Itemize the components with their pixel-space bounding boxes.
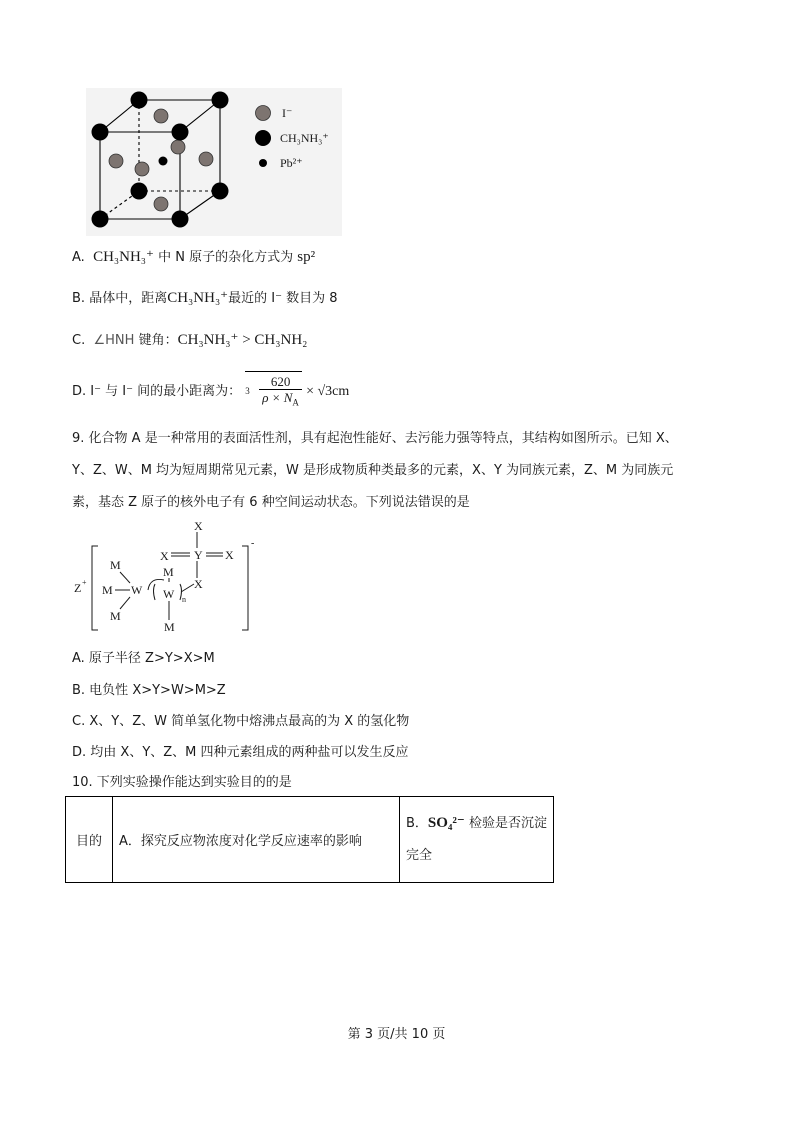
sulfate-formula: SO₄²⁻ [427,815,465,831]
row-header: 目的 [66,797,113,883]
legend-iodide-marker [256,106,271,121]
cell-b-prefix: B． [406,816,428,831]
option-letter: A. [72,250,85,265]
svg-text:M: M [110,558,121,572]
denominator [259,390,302,406]
root-index: 3 [245,386,250,396]
option-text: I⁻ 与 I⁻ 间的最小距离为： [90,384,242,399]
q9-stem-line3: 素，基态 Z 原子的核外电子有 6 种空间运动状态。下列说法错误的是 [72,495,470,510]
comparison: CH₃NH₃⁺ > CH₃NH₂ [177,332,308,348]
option-letter: D. [72,384,87,399]
option-text: 最近的 I⁻ 数目为 8 [228,291,338,306]
lead-ion [159,157,168,166]
iodide-ion [109,154,123,168]
q8-option-a [72,248,315,267]
formula: CH₃NH₃⁺ [93,249,154,265]
svg-text:X: X [194,577,203,591]
cell-b-text: 检验是否沉淀 [468,816,547,831]
option-letter: C. [72,333,86,348]
left-bracket [92,546,98,630]
option-text-pre: 晶体中，距离 [89,291,168,306]
formula: CH₃NH₃⁺ [167,290,229,306]
option-tail: × √3cm [306,384,350,399]
option-letter: B. [72,291,86,306]
svg-text:W: W [163,587,175,601]
option-a-cell: A．探究反应物浓度对化学反应速率的影响 [113,797,400,883]
legend-lead-marker [259,159,267,167]
svg-text:M: M [164,620,175,634]
hybridization: sp² [297,249,316,265]
fraction [259,374,302,406]
iodide-ion [199,152,213,166]
q8-option-b [72,289,337,308]
q8-option-d [72,370,349,414]
cube-root-expression [245,371,302,412]
legend-methylammonium-marker [255,130,271,146]
option-text: 键角： [138,333,178,348]
svg-text:X: X [225,548,234,562]
svg-text:M: M [163,565,174,579]
option-b-cell [400,797,554,883]
iodide-ion [171,140,185,154]
structure-anion-charge: - [251,538,255,549]
legend-lead-label: Pb²⁺ [280,156,303,170]
q9-stem-line1: 9. 化合物 A 是一种常用的表面活性剂，具有起泡性能好、去污能力强等特点，其结构如图所示。已知 X、 [72,431,678,446]
svg-text:M: M [102,583,113,597]
iodide-ion [135,162,149,176]
svg-text:n: n [182,595,186,604]
iodide-ion [154,109,168,123]
right-bracket [242,546,248,630]
legend-methylammonium-label: CH₃NH₃⁺ [280,131,329,145]
cell-b-line2: 完全 [406,848,433,863]
svg-text:Y: Y [194,548,203,562]
structure-cation: Z [74,581,82,595]
svg-text:M: M [110,609,121,623]
numerator: 620 [259,374,302,390]
structure-cation-charge: + [82,578,87,587]
svg-text:W: W [131,583,143,597]
q9-option-d: D. 均由 X、Y、Z、M 四种元素组成的两种盐可以发生反应 [72,745,409,760]
page-footer: 第 3 页/共 10 页 [347,1027,446,1042]
q9-option-b: B. 电负性 X>Y>W>M>Z [72,683,226,698]
denominator-text: ρ × N [262,390,293,405]
legend-iodide-label: I⁻ [282,106,293,120]
q10-table [65,796,554,883]
table-row [66,797,554,883]
svg-text:X: X [194,520,203,533]
q9-structure-figure [70,520,270,635]
q9-option-a: A. 原子半径 Z>Y>X>M [72,651,215,666]
q9-option-c: C. X、Y、Z、W 简单氢化物中熔沸点最高的为 X 的氢化物 [72,714,410,729]
option-text: 中 N 原子的杂化方式为 [158,250,294,265]
iodide-ion [154,197,168,211]
figure-background [86,88,342,236]
angle-symbol: ∠HNH [93,333,135,348]
crystal-cell-figure [86,88,342,236]
q9-stem-line2: Y、Z、W、M 均为短周期常见元素，W 是形成物质种类最多的元素，X、Y 为同族元素，Z、M 为同族元 [72,463,674,478]
svg-text:X: X [160,549,169,563]
q10-stem: 10. 下列实验操作能达到实验目的的是 [72,775,292,790]
q8-option-c [72,331,307,350]
denominator-subscript: A [292,397,299,408]
